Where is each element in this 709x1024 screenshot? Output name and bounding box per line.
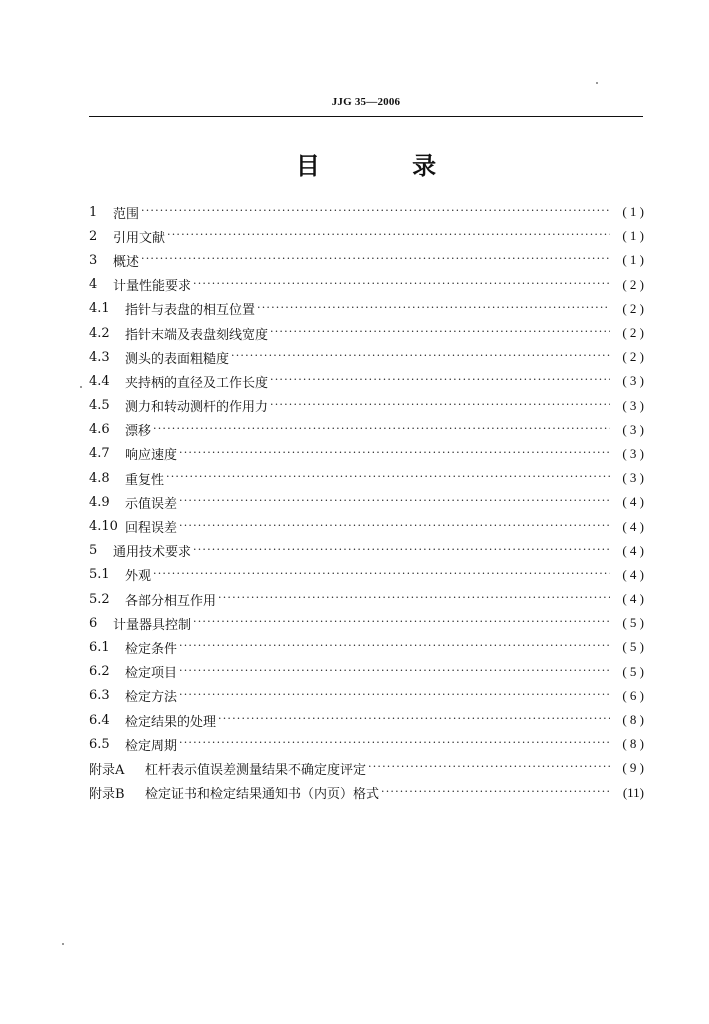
toc-entry	[89, 708, 644, 732]
header-rule	[89, 116, 643, 117]
toc-entry-number: 4.8	[89, 470, 110, 486]
toc-leader-dots	[141, 205, 610, 219]
toc-entry-title: 杠杆表示值误差测量结果不确定度评定	[145, 762, 367, 778]
toc-entry-title: 计量器具控制	[113, 617, 192, 633]
scan-speck	[62, 943, 64, 945]
toc-entry-number: 6.1	[89, 639, 110, 655]
standard-code-header: JJG 35—2006	[331, 96, 401, 108]
toc-entry	[89, 611, 644, 635]
toc-entry-page: ( 6 )	[622, 687, 644, 703]
toc-entry-page: ( 2 )	[622, 349, 644, 365]
toc-entry-number: 2	[89, 228, 98, 244]
toc-entry	[89, 660, 644, 684]
toc-entry	[89, 418, 644, 442]
toc-entry	[89, 321, 644, 345]
toc-entry-page: ( 4 )	[622, 591, 644, 607]
toc-entry-number: 4.1	[89, 301, 110, 317]
toc-entry-title: 指针与表盘的相互位置	[125, 303, 256, 319]
toc-entry-number: 3	[89, 252, 98, 268]
toc-entry-number: 6.4	[89, 712, 110, 728]
toc-entry-title: 重复性	[125, 472, 165, 488]
toc-entry-number: 4.6	[89, 422, 110, 438]
toc-entry	[89, 200, 644, 224]
toc-leader-dots	[231, 350, 610, 364]
toc-entry	[89, 587, 644, 611]
toc-entry-page: ( 5 )	[622, 663, 644, 679]
toc-entry-title: 各部分相互作用	[125, 593, 217, 609]
toc-entry-title: 引用文献	[113, 230, 166, 246]
toc-entry	[89, 248, 644, 272]
toc-leader-dots	[166, 471, 610, 485]
toc-leader-dots	[141, 253, 610, 267]
toc-entry-page: ( 4 )	[622, 566, 644, 582]
toc-entry-number: 附录B	[89, 787, 125, 803]
toc-entry-title: 指针末端及表盘刻线宽度	[125, 327, 269, 343]
toc-entry-number: 4.3	[89, 349, 110, 365]
toc-leader-dots	[179, 640, 610, 654]
toc-entry-title: 检定条件	[125, 641, 178, 657]
toc-entry-title: 测头的表面粗糙度	[125, 351, 230, 367]
toc-entry	[89, 297, 644, 321]
toc-leader-dots	[179, 689, 610, 703]
toc-entry-number: 4.4	[89, 373, 110, 389]
toc-entry-title: 检定结果的处理	[125, 714, 217, 730]
toc-entry-number: 4.9	[89, 494, 110, 510]
toc-entry-page: ( 9 )	[622, 760, 644, 776]
toc-entry	[89, 684, 644, 708]
toc-leader-dots	[368, 761, 610, 775]
toc-entry-number: 6.5	[89, 736, 110, 752]
toc-leader-dots	[179, 495, 610, 509]
toc-entry	[89, 635, 644, 659]
toc-leader-dots	[179, 737, 610, 751]
toc-leader-dots	[153, 568, 610, 582]
toc-entry-page: ( 3 )	[622, 397, 644, 413]
toc-entry-title: 概述	[113, 254, 140, 270]
table-of-contents	[89, 200, 644, 805]
toc-leader-dots	[218, 592, 610, 606]
toc-leader-dots	[179, 665, 610, 679]
toc-entry	[89, 514, 644, 538]
toc-entry-page: (11)	[622, 784, 644, 800]
toc-leader-dots	[257, 302, 610, 316]
toc-leader-dots	[167, 229, 610, 243]
toc-entry-page: ( 1 )	[622, 252, 644, 268]
toc-leader-dots	[193, 278, 610, 292]
toc-entry	[89, 345, 644, 369]
toc-entry-page: ( 3 )	[622, 445, 644, 461]
toc-leader-dots	[153, 423, 610, 437]
toc-entry	[89, 466, 644, 490]
toc-entry-page: ( 4 )	[622, 542, 644, 558]
toc-entry-number: 4.10	[89, 519, 118, 535]
toc-entry-page: ( 3 )	[622, 373, 644, 389]
toc-entry	[89, 563, 644, 587]
toc-entry-page: ( 1 )	[622, 204, 644, 220]
toc-leader-dots	[270, 374, 610, 388]
toc-entry-number: 4	[89, 277, 98, 293]
toc-entry-page: ( 4 )	[622, 518, 644, 534]
toc-leader-dots	[193, 616, 610, 630]
toc-entry-number: 1	[89, 204, 98, 220]
toc-entry	[89, 273, 644, 297]
page-title: 目 录	[295, 152, 479, 180]
toc-entry-number: 5	[89, 543, 98, 559]
toc-entry-page: ( 3 )	[622, 470, 644, 486]
toc-entry-page: ( 4 )	[622, 494, 644, 510]
toc-entry-title: 通用技术要求	[113, 545, 192, 561]
toc-leader-dots	[381, 786, 610, 800]
toc-entry-number: 附录A	[89, 762, 125, 778]
toc-entry-number: 4.5	[89, 398, 110, 414]
toc-entry-title: 外观	[125, 569, 152, 585]
toc-entry-title: 检定证书和检定结果通知书（内页）格式	[145, 787, 380, 803]
toc-entry	[89, 732, 644, 756]
toc-leader-dots	[270, 399, 610, 413]
toc-entry-title: 漂移	[125, 424, 152, 440]
toc-entry-page: ( 5 )	[622, 639, 644, 655]
toc-entry-page: ( 8 )	[622, 736, 644, 752]
toc-entry	[89, 369, 644, 393]
toc-entry-page: ( 5 )	[622, 615, 644, 631]
toc-leader-dots	[218, 713, 610, 727]
toc-entry	[89, 490, 644, 514]
toc-entry-title: 示值误差	[125, 496, 178, 512]
toc-entry-title: 范围	[113, 206, 140, 222]
toc-entry-page: ( 1 )	[622, 228, 644, 244]
toc-entry-page: ( 2 )	[622, 325, 644, 341]
toc-entry-title: 响应速度	[125, 448, 178, 464]
toc-entry-number: 6.2	[89, 664, 110, 680]
toc-entry-number: 4.7	[89, 446, 110, 462]
toc-entry-page: ( 2 )	[622, 300, 644, 316]
toc-entry-title: 测力和转动测杆的作用力	[125, 400, 269, 416]
toc-entry-title: 检定周期	[125, 738, 178, 754]
toc-entry-number: 6.3	[89, 688, 110, 704]
toc-entry-page: ( 2 )	[622, 276, 644, 292]
toc-entry	[89, 394, 644, 418]
toc-entry-title: 检定项目	[125, 666, 178, 682]
toc-entry-title: 回程误差	[125, 521, 178, 537]
toc-leader-dots	[270, 326, 610, 340]
scan-speck	[80, 386, 82, 388]
toc-entry-number: 5.1	[89, 567, 110, 583]
toc-entry-number: 5.2	[89, 591, 110, 607]
toc-entry-page: ( 3 )	[622, 421, 644, 437]
toc-entry	[89, 756, 644, 780]
toc-entry-title: 夹持柄的直径及工作长度	[125, 375, 269, 391]
toc-leader-dots	[179, 447, 610, 461]
toc-entry-number: 4.2	[89, 325, 110, 341]
toc-entry-title: 检定方法	[125, 690, 178, 706]
toc-entry-page: ( 8 )	[622, 712, 644, 728]
scan-speck	[596, 82, 598, 84]
toc-entry-title: 计量性能要求	[113, 279, 192, 295]
toc-leader-dots	[179, 520, 610, 534]
toc-entry	[89, 539, 644, 563]
toc-entry	[89, 442, 644, 466]
toc-entry-number: 6	[89, 615, 98, 631]
toc-entry	[89, 781, 644, 805]
toc-leader-dots	[193, 544, 610, 558]
toc-entry	[89, 224, 644, 248]
